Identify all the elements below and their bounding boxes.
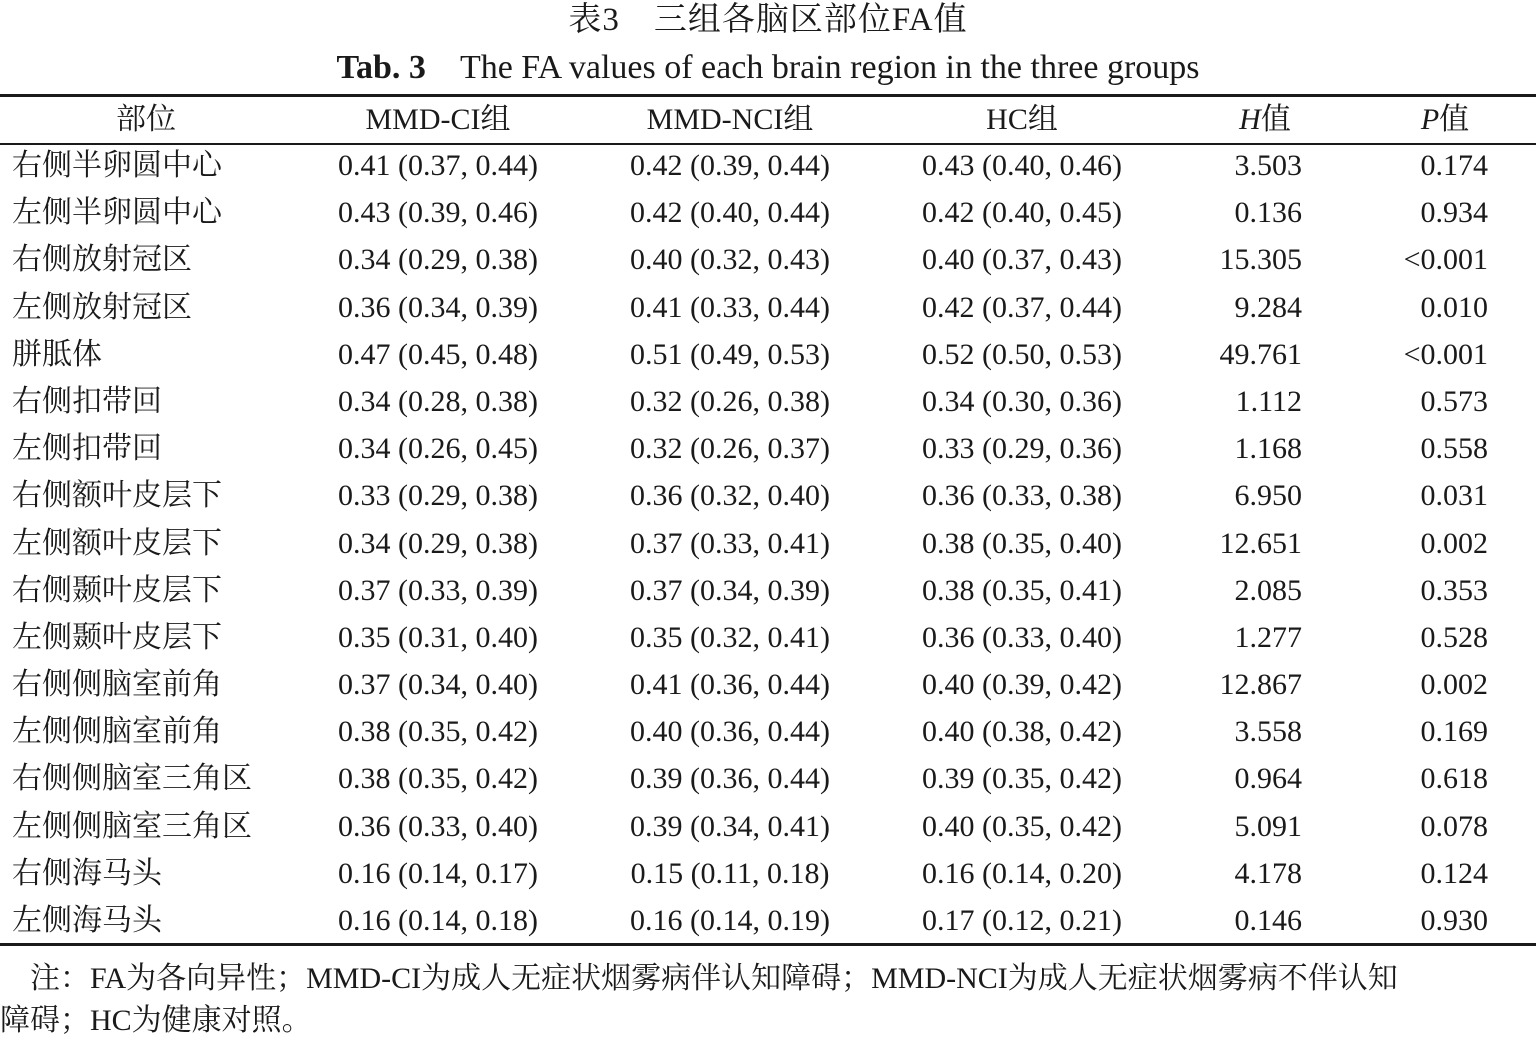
cell-region: 胼胝体: [12, 337, 102, 371]
cell-hc: 0.36 (0.33, 0.40): [922, 620, 1122, 654]
cell-hc: 0.39 (0.35, 0.42): [922, 762, 1122, 796]
cell-h-value: 4.178: [1234, 856, 1302, 890]
table-row: [0, 475, 1536, 522]
cell-mmd-nci: 0.41 (0.33, 0.44): [630, 290, 830, 324]
table-row: [0, 145, 1536, 192]
cell-p-value: 0.169: [1420, 715, 1488, 749]
cell-region: 左侧半卵圆中心: [12, 196, 222, 230]
cell-mmd-nci: 0.42 (0.39, 0.44): [630, 149, 830, 182]
cell-mmd-nci: 0.32 (0.26, 0.38): [630, 384, 830, 418]
header-p-symbol: P: [1420, 103, 1440, 136]
cell-region: 右侧放射冠区: [12, 243, 192, 277]
cell-hc: 0.38 (0.35, 0.40): [922, 526, 1122, 560]
cell-mmd-nci: 0.32 (0.26, 0.37): [630, 432, 830, 466]
cell-region: 左侧放射冠区: [12, 290, 192, 324]
cell-mmd-ci: 0.34 (0.29, 0.38): [338, 243, 538, 277]
cell-h-value: 5.091: [1234, 809, 1302, 843]
table-row: [0, 239, 1536, 286]
cell-hc: 0.17 (0.12, 0.21): [922, 904, 1122, 937]
cell-p-value: 0.031: [1420, 479, 1488, 513]
table-row: [0, 853, 1536, 900]
cell-mmd-ci: 0.34 (0.26, 0.45): [338, 432, 538, 466]
cell-h-value: 0.136: [1234, 196, 1302, 230]
header-region: 部位: [116, 103, 176, 136]
cell-mmd-nci: 0.39 (0.36, 0.44): [630, 762, 830, 796]
table-number-chinese: 表3: [568, 2, 620, 38]
table-number-english: Tab. 3: [336, 49, 426, 86]
cell-h-value: 1.112: [1235, 384, 1302, 418]
cell-mmd-ci: 0.34 (0.29, 0.38): [338, 526, 538, 560]
cell-p-value: 0.618: [1420, 762, 1488, 796]
cell-h-value: 9.284: [1234, 290, 1302, 324]
cell-region: 左侧侧脑室前角: [12, 715, 222, 749]
cell-p-value: <0.001: [1403, 243, 1488, 277]
cell-mmd-ci: 0.43 (0.39, 0.46): [338, 196, 538, 230]
cell-hc: 0.34 (0.30, 0.36): [922, 384, 1122, 418]
cell-h-value: 1.277: [1234, 620, 1302, 654]
cell-region: 左侧颞叶皮层下: [12, 620, 222, 654]
cell-h-value: 12.867: [1219, 668, 1302, 702]
header-h-value: [1168, 97, 1362, 143]
cell-mmd-ci: 0.38 (0.35, 0.42): [338, 715, 538, 749]
cell-mmd-ci: 0.47 (0.45, 0.48): [338, 337, 538, 371]
table-row: [0, 900, 1536, 947]
header-mmd-nci: MMD-NCI组: [646, 103, 814, 136]
cell-h-value: 15.305: [1219, 243, 1302, 277]
cell-region: 左侧扣带回: [12, 432, 162, 466]
cell-h-value: 12.651: [1219, 526, 1302, 560]
cell-p-value: 0.010: [1420, 290, 1488, 324]
cell-p-value: 0.930: [1420, 904, 1488, 937]
cell-p-value: 0.002: [1420, 668, 1488, 702]
footnote-line-1: 注：FA为各向异性；MMD-CI为成人无症状烟雾病伴认知障碍；MMD-NCI为成人无症状烟雾病不伴认知: [30, 962, 1398, 995]
table-row: [0, 192, 1536, 239]
cell-hc: 0.40 (0.35, 0.42): [922, 809, 1122, 843]
cell-p-value: 0.002: [1420, 526, 1488, 560]
cell-mmd-nci: 0.39 (0.34, 0.41): [630, 809, 830, 843]
table-row: [0, 617, 1536, 664]
cell-h-value: 1.168: [1234, 432, 1302, 466]
cell-region: 左侧侧脑室三角区: [12, 809, 252, 843]
header-mmd-ci: MMD-CI组: [365, 103, 511, 136]
cell-p-value: 0.934: [1420, 196, 1488, 230]
cell-mmd-nci: 0.42 (0.40, 0.44): [630, 196, 830, 230]
cell-region: 右侧半卵圆中心: [12, 149, 222, 182]
cell-mmd-ci: 0.36 (0.33, 0.40): [338, 809, 538, 843]
cell-region: 右侧侧脑室三角区: [12, 762, 252, 796]
cell-mmd-nci: 0.37 (0.33, 0.41): [630, 526, 830, 560]
cell-mmd-nci: 0.41 (0.36, 0.44): [630, 668, 830, 702]
cell-mmd-nci: 0.37 (0.34, 0.39): [630, 573, 830, 607]
cell-hc: 0.16 (0.14, 0.20): [922, 856, 1122, 890]
cell-mmd-nci: 0.40 (0.36, 0.44): [630, 715, 830, 749]
table-row: [0, 287, 1536, 334]
cell-h-value: 2.085: [1234, 573, 1302, 607]
header-p-suffix: 值: [1439, 103, 1470, 136]
cell-mmd-nci: 0.35 (0.32, 0.41): [630, 620, 830, 654]
cell-h-value: 3.503: [1234, 149, 1302, 182]
table-caption-english: [0, 46, 1536, 90]
cell-p-value: 0.124: [1420, 856, 1488, 890]
table-body: [0, 145, 1536, 947]
header-h-suffix: 值: [1260, 103, 1291, 136]
cell-hc: 0.52 (0.50, 0.53): [922, 337, 1122, 371]
cell-p-value: <0.001: [1403, 337, 1488, 371]
table-row: [0, 428, 1536, 475]
header-h-symbol: H: [1239, 103, 1261, 136]
cell-region: 右侧额叶皮层下: [12, 479, 222, 513]
cell-region: 右侧扣带回: [12, 384, 162, 418]
table-title-chinese: 三组各脑区部位FA值: [653, 2, 968, 38]
cell-region: 右侧侧脑室前角: [12, 668, 222, 702]
cell-mmd-nci: 0.40 (0.32, 0.43): [630, 243, 830, 277]
cell-p-value: 0.573: [1420, 384, 1488, 418]
cell-region: 右侧海马头: [12, 856, 162, 890]
cell-mmd-ci: 0.16 (0.14, 0.17): [338, 856, 538, 890]
cell-mmd-nci: 0.36 (0.32, 0.40): [630, 479, 830, 513]
cell-mmd-nci: 0.16 (0.14, 0.19): [630, 904, 830, 937]
table-bottom-rule: [0, 943, 1536, 946]
cell-mmd-ci: 0.38 (0.35, 0.42): [338, 762, 538, 796]
cell-mmd-ci: 0.37 (0.34, 0.40): [338, 668, 538, 702]
cell-region: 左侧海马头: [12, 904, 162, 937]
cell-hc: 0.40 (0.39, 0.42): [922, 668, 1122, 702]
cell-mmd-ci: 0.41 (0.37, 0.44): [338, 149, 538, 182]
cell-h-value: 0.964: [1234, 762, 1302, 796]
cell-region: 左侧额叶皮层下: [12, 526, 222, 560]
table-row: [0, 523, 1536, 570]
cell-mmd-ci: 0.36 (0.34, 0.39): [338, 290, 538, 324]
cell-mmd-nci: 0.15 (0.11, 0.18): [630, 856, 830, 890]
cell-p-value: 0.353: [1420, 573, 1488, 607]
table-caption-chinese: [0, 0, 1536, 40]
table-row: [0, 381, 1536, 428]
table-row: [0, 570, 1536, 617]
footnote-line-2: 障碍；HC为健康对照。: [0, 1004, 312, 1037]
header-p-value: [1362, 97, 1528, 143]
header-hc: HC组: [986, 103, 1058, 136]
cell-h-value: 49.761: [1219, 337, 1302, 371]
cell-hc: 0.38 (0.35, 0.41): [922, 573, 1122, 607]
table-row: [0, 806, 1536, 853]
table-row: [0, 334, 1536, 381]
cell-h-value: 0.146: [1234, 904, 1302, 937]
cell-mmd-ci: 0.16 (0.14, 0.18): [338, 904, 538, 937]
cell-hc: 0.40 (0.38, 0.42): [922, 715, 1122, 749]
cell-mmd-ci: 0.37 (0.33, 0.39): [338, 573, 538, 607]
cell-h-value: 6.950: [1234, 479, 1302, 513]
table-row: [0, 758, 1536, 805]
cell-hc: 0.36 (0.33, 0.38): [922, 479, 1122, 513]
table-header-row: [0, 97, 1536, 143]
cell-mmd-nci: 0.51 (0.49, 0.53): [630, 337, 830, 371]
cell-hc: 0.42 (0.37, 0.44): [922, 290, 1122, 324]
table-row: [0, 711, 1536, 758]
cell-mmd-ci: 0.35 (0.31, 0.40): [338, 620, 538, 654]
cell-region: 右侧颞叶皮层下: [12, 573, 222, 607]
table-footnote: [0, 958, 1536, 1042]
cell-hc: 0.33 (0.29, 0.36): [922, 432, 1122, 466]
table-row: [0, 664, 1536, 711]
cell-p-value: 0.558: [1420, 432, 1488, 466]
cell-hc: 0.40 (0.37, 0.43): [922, 243, 1122, 277]
cell-p-value: 0.174: [1420, 149, 1488, 182]
cell-mmd-ci: 0.34 (0.28, 0.38): [338, 384, 538, 418]
table-title-english: The FA values of each brain region in the three groups: [459, 49, 1200, 86]
cell-p-value: 0.078: [1420, 809, 1488, 843]
cell-mmd-ci: 0.33 (0.29, 0.38): [338, 479, 538, 513]
cell-p-value: 0.528: [1420, 620, 1488, 654]
cell-hc: 0.42 (0.40, 0.45): [922, 196, 1122, 230]
cell-hc: 0.43 (0.40, 0.46): [922, 149, 1122, 182]
cell-h-value: 3.558: [1234, 715, 1302, 749]
